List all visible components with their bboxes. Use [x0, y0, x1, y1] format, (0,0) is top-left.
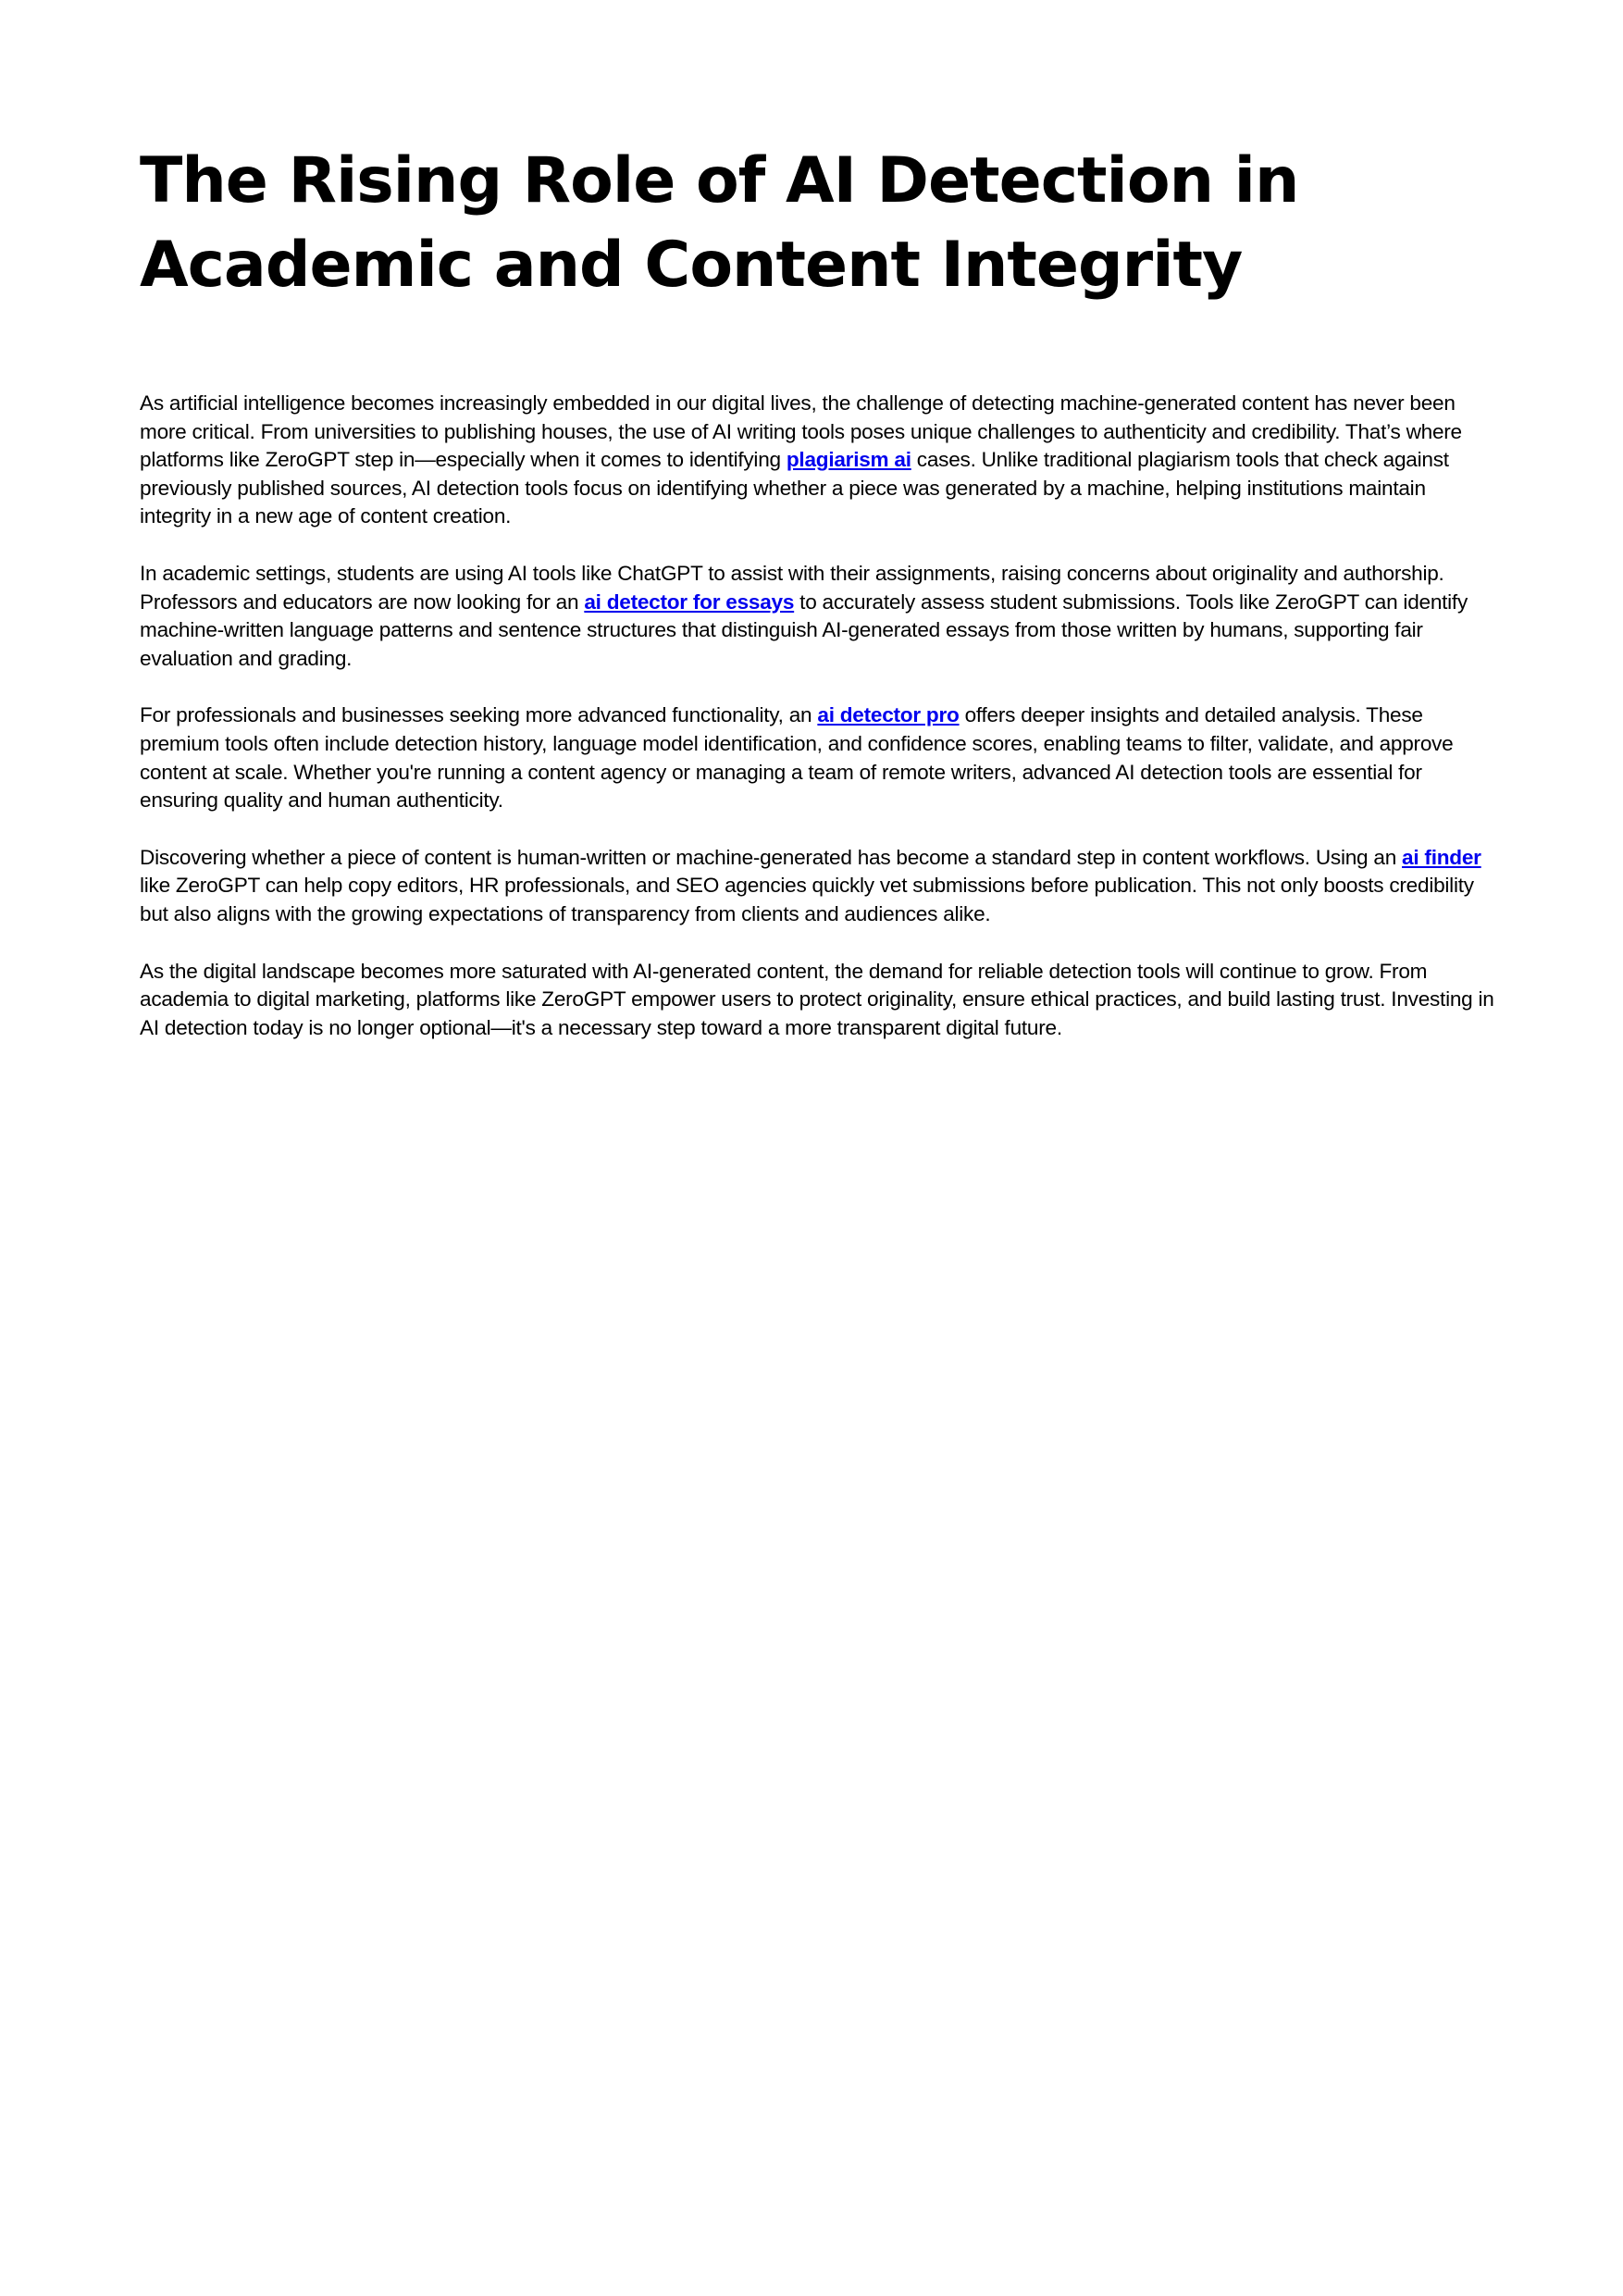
paragraph-2-text-before: In academic settings, students are using AI tools like ChatGPT to assist with their assignments, raising concerns about originality and authorship. Professors and educators are now looking for an — [140, 561, 1444, 614]
paragraph-1-text-after: cases. Unlike traditional plagiarism tools that check against previously published sources, AI detection tools focus on identifying whether a piece was generated by a machine, helping institutions maintain integrity in a new age of content creation. — [140, 448, 1449, 528]
link-ai-detector-pro[interactable]: ai detector pro — [817, 703, 960, 727]
paragraph-3-text-before: For professionals and businesses seeking more advanced functionality, an — [140, 703, 818, 727]
document-title: The Rising Role of AI Detection in Academic and Content Integrity — [140, 144, 1299, 302]
document-page — [140, 139, 1500, 1071]
paragraph-5: As the digital landscape becomes more saturated with AI-generated content, the demand for reliable detection tools will continue to grow. From academia to digital marketing, platforms like ZeroGPT empower users to protect originality, ensure ethical practices, and build lasting trust. Investing in AI detection today is no longer optional—it's a necessary step toward a more transparent digital future. — [140, 959, 1494, 1039]
paragraph-2-text-after: to accurately assess student submissions. Tools like ZeroGPT can identify machine-written language patterns and sentence structures that distinguish AI-generated essays from those written by humans, supporting fair evaluation and grading. — [140, 590, 1468, 670]
paragraph-4-text-after: like ZeroGPT can help copy editors, HR professionals, and SEO agencies quickly vet submissions before publication. This not only boosts credibility but also aligns with the growing expectations of transparency from clients and audiences alike. — [140, 874, 1474, 925]
paragraph-3-text-after: offers deeper insights and detailed analysis. These premium tools often include detection history, language model identification, and confidence scores, enabling teams to filter, validate, and approve content at scale. Whether you're running a content agency or managing a team of remote writers, advanced AI detection tools are essential for ensuring quality and human authenticity. — [140, 703, 1454, 813]
paragraph-3 — [140, 701, 1500, 814]
document-body — [140, 390, 1500, 1042]
link-plagiarism-ai[interactable]: plagiarism ai — [786, 448, 911, 472]
paragraph-2 — [140, 560, 1500, 673]
link-ai-detector-for-essays[interactable]: ai detector for essays — [584, 590, 795, 614]
link-ai-finder[interactable]: ai finder — [1402, 845, 1481, 869]
paragraph-4-text-before: Discovering whether a piece of content is human-written or machine-generated has become a standard step in content workflows. Using an — [140, 845, 1403, 869]
paragraph-4 — [140, 844, 1500, 929]
paragraph-1-text-before: As artificial intelligence becomes increasingly embedded in our digital lives, the challenge of detecting machine-generated content has never been more critical. From universities to publishing houses, the use of AI writing tools poses unique challenges to authenticity and credibility. That’s where platforms like ZeroGPT step in—especially when it comes to identifying — [140, 391, 1462, 472]
paragraph-1 — [140, 390, 1500, 531]
